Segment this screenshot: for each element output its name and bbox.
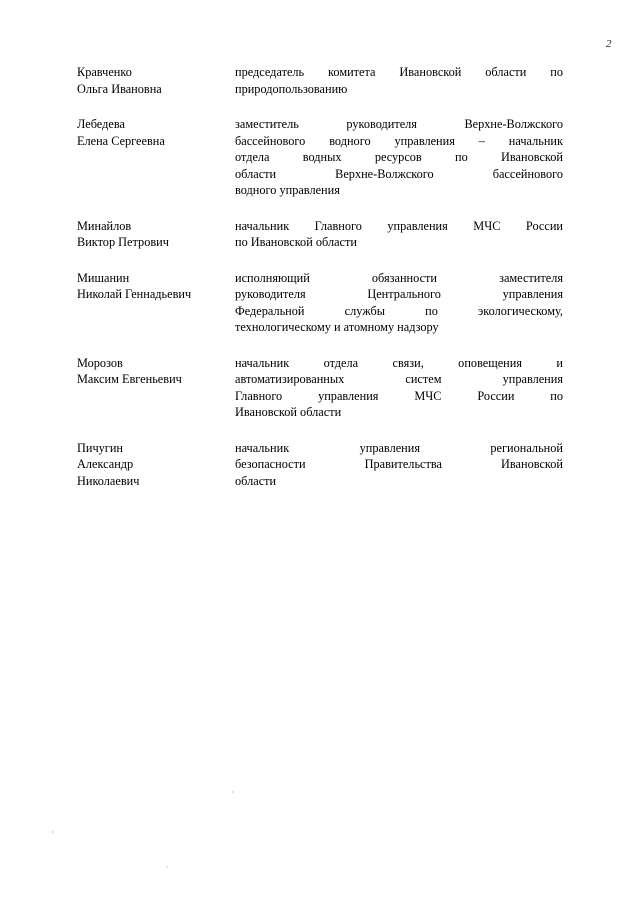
person-name-line: Виктор Петрович [77, 235, 169, 249]
person-role [235, 440, 563, 490]
list-item [77, 116, 563, 199]
person-name-line: Кравченко [77, 65, 132, 79]
person-role-line: безопасности Правительства Ивановской [235, 457, 563, 471]
person-name-line: Максим Евгеньевич [77, 372, 182, 386]
person-role-line: заместитель руководителя Верхне-Волжского [235, 117, 563, 131]
person-name [77, 116, 235, 149]
person-role [235, 355, 563, 421]
person-role-line: технологическому и атомному надзору [235, 320, 439, 334]
person-role-line: начальник отдела связи, оповещения и [235, 355, 563, 370]
person-name-line: Морозов [77, 355, 123, 370]
person-name [77, 440, 235, 490]
person-role [235, 116, 563, 199]
person-name-line: Лебедева [77, 117, 125, 131]
list-item [77, 64, 563, 97]
person-role [235, 64, 563, 97]
person-name [77, 218, 235, 251]
scan-artifact [52, 831, 54, 833]
person-role-line: председатель комитета Ивановской области по [235, 65, 563, 79]
person-role-line: начальник управления региональной [235, 440, 563, 455]
list-item [77, 355, 563, 421]
participants-list [77, 64, 563, 489]
person-role-line: бассейнового водного управления – начальник [235, 133, 563, 148]
person-role-line: водного управления [235, 183, 340, 197]
person-role [235, 218, 563, 251]
person-role-line: области [235, 473, 277, 488]
person-role-line: начальник Главного управления МЧС России [235, 218, 563, 233]
person-role-line: по Ивановской области [235, 235, 357, 249]
person-name-line: Пичугин [77, 440, 123, 455]
person-name [77, 355, 235, 388]
person-role [235, 270, 563, 336]
person-role-line: исполняющий обязанности заместителя [235, 270, 563, 285]
person-role-line: Федеральной службы по экологическому, [235, 303, 563, 318]
person-name-line: Ольга Ивановна [77, 81, 162, 96]
scan-artifact [232, 791, 234, 793]
list-item [77, 270, 563, 336]
person-name-line: Александр [77, 457, 134, 471]
person-role-line: руководителя Центрального управления [235, 287, 563, 301]
person-name-line: Елена Сергеевна [77, 133, 165, 148]
person-role-line: автоматизированных систем управления [235, 372, 563, 386]
scan-artifact [166, 866, 168, 868]
person-role-line: природопользованию [235, 81, 348, 96]
list-item [77, 440, 563, 490]
person-name-line: Николай Геннадьевич [77, 287, 192, 301]
person-name-line: Николаевич [77, 473, 140, 488]
person-name [77, 64, 235, 97]
person-name [77, 270, 235, 303]
person-name-line: Минайлов [77, 218, 132, 233]
person-role-line: области Верхне-Волжского бассейнового [235, 166, 563, 181]
person-role-line: Ивановской области [235, 405, 342, 419]
person-role-line: отдела водных ресурсов по Ивановской [235, 150, 563, 164]
person-name-line: Мишанин [77, 270, 130, 285]
page-number: 2 [606, 38, 612, 50]
person-role-line: Главного управления МЧС России по [235, 388, 563, 403]
list-item [77, 218, 563, 251]
